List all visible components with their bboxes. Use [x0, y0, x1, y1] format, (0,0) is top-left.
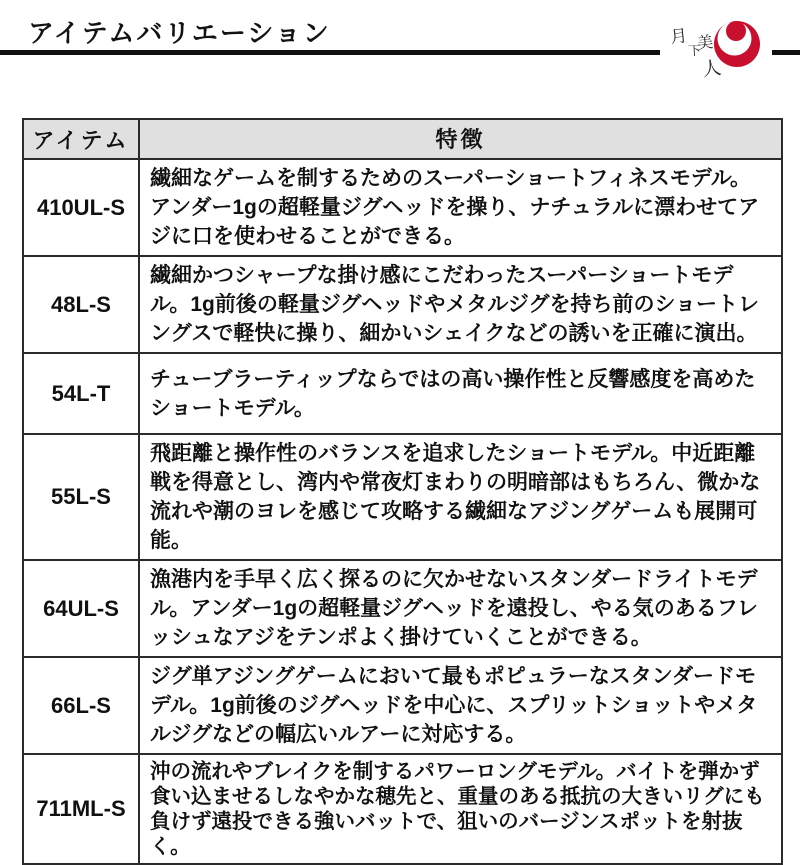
- brand-char: 下: [687, 42, 702, 59]
- brand-char: 月: [669, 26, 689, 47]
- model-cell: 55L-S: [24, 435, 140, 559]
- feature-cell: 繊細かつシャープな掛け感にこだわったスーパーショートモデル。1g前後の軽量ジグヘッドやメタルジグを持ち前のショートレングスで軽快に操り、細かいシェイクなどの誘いを正確に演出。: [150, 264, 760, 345]
- feature-cell: ジグ単アジングゲームにおいて最もポピュラーなスタンダードモデル。1g前後のジグヘッドを中心に、スプリットショットやメタルジグなどの幅広いルアーに対応する。: [150, 665, 758, 746]
- brand-char: 美: [696, 34, 715, 53]
- table-row: [24, 656, 781, 753]
- table-row: [24, 158, 781, 255]
- model-cell: 66L-S: [24, 658, 140, 753]
- table-row: [24, 255, 781, 352]
- table-row: [24, 352, 781, 433]
- feature-cell: 沖の流れやブレイクを制するパワーロングモデル。バイトを弾かず食い込ませるしなやかな穂先と、重量のある抵抗の大きいリグにも負けず遠投できる強いバットで、狙いのバージンスポットを射抜く。: [150, 760, 765, 858]
- table-row: [24, 753, 781, 863]
- item-variation-table: [22, 118, 783, 865]
- table-row: [24, 559, 781, 656]
- table-header-row: [24, 120, 781, 158]
- model-cell: 64UL-S: [24, 561, 140, 656]
- column-header-item: アイテム: [24, 120, 140, 158]
- feature-cell: チューブラーティップならではの高い操作性と反響感度を高めたショートモデル。: [150, 367, 756, 420]
- brand-char: 人: [700, 57, 723, 82]
- feature-cell: 飛距離と操作性のバランスを追求したショートモデル。中近距離戦を得意とし、湾内や常夜灯まわりの明暗部はもちろん、微かな流れや潮のヨレを感じて攻略する繊細なアジングゲームも展開可能。: [150, 442, 761, 552]
- gekkabijin-brand-logo: [666, 16, 800, 100]
- column-header-feature: 特徴: [435, 126, 486, 152]
- crescent-moon-icon: [712, 18, 762, 68]
- feature-cell: 繊細なゲームを制するためのスーパーショートフィネスモデル。アンダー1gの超軽量ジグヘッドを操り、ナチュラルに漂わせてアジに口を使わせることができる。: [150, 167, 760, 248]
- feature-cell: 漁港内を手早く広く探るのに欠かせないスタンダードライトモデル。アンダー1gの超軽量ジグヘッドを遠投し、やる気のあるフレッシュなアジをテンポよく掛けていくことができる。: [150, 568, 758, 649]
- model-cell: 54L-T: [24, 354, 140, 433]
- table-row: [24, 433, 781, 559]
- header-rule-left: [0, 50, 660, 55]
- model-cell: 410UL-S: [24, 160, 140, 255]
- model-cell: 711ML-S: [24, 755, 140, 863]
- page-title: アイテムバリエーション: [28, 18, 331, 48]
- model-cell: 48L-S: [24, 257, 140, 352]
